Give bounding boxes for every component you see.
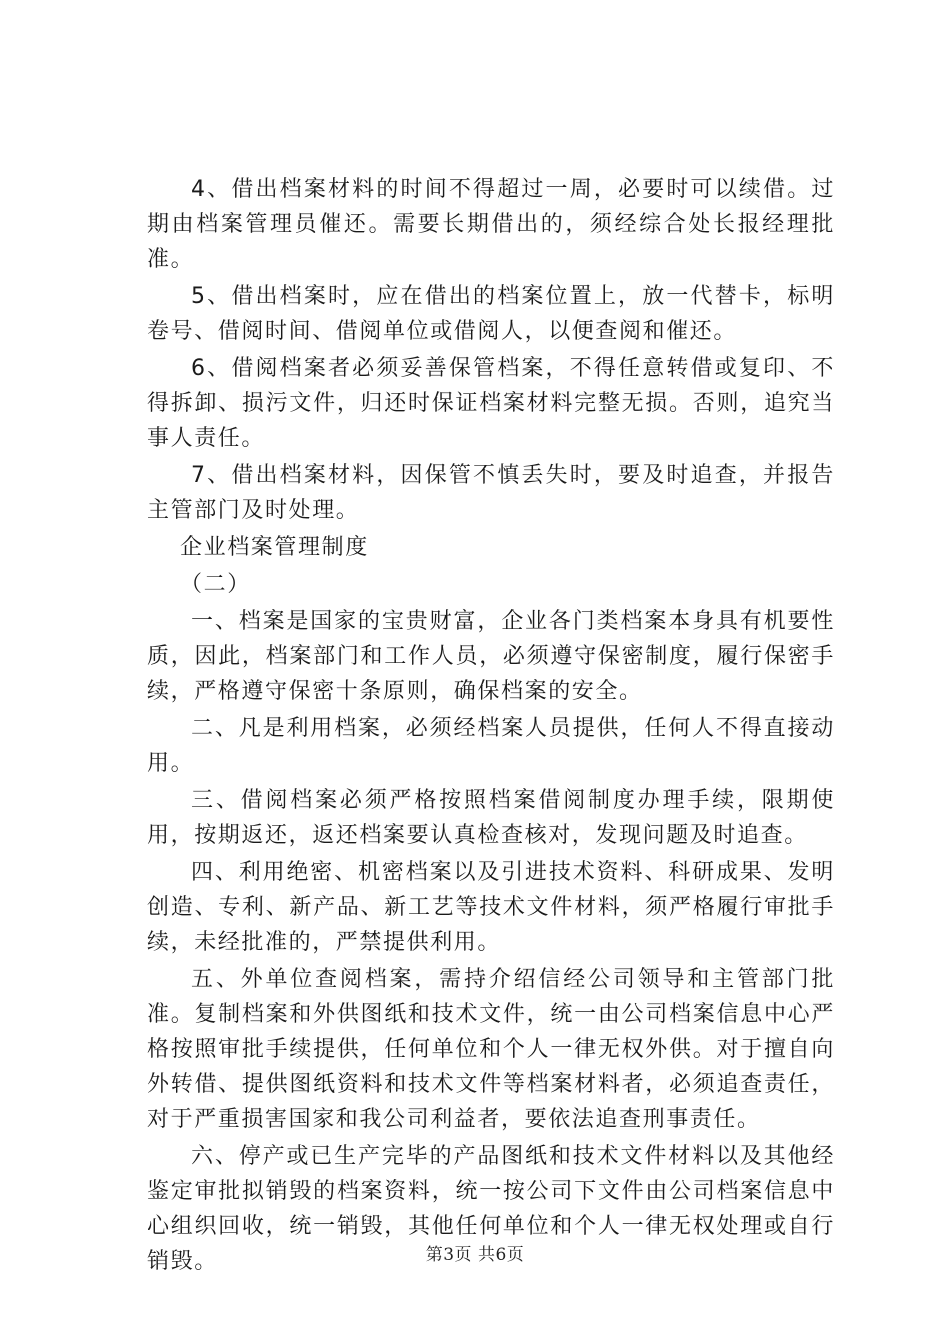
paragraph-article-3: 三、借阅档案必须严格按照档案借阅制度办理手续，限期使用，按期返还，返还档案要认真检查核对，发现问题及时追查。	[147, 788, 835, 848]
paragraph-article-1: 一、档案是国家的宝贵财富，企业各门类档案本身具有机要性质，因此，档案部门和工作人员，必须遵守保密制度，履行保密手续，严格遵守保密十条原则，确保档案的安全。	[147, 609, 835, 704]
paragraph-rule-7: 7、借出档案材料，因保管不慎丢失时，要及时追查，并报告主管部门及时处理。	[147, 463, 835, 523]
page-number-footer: 第3页 共6页	[425, 1245, 525, 1265]
paragraph-article-2: 二、凡是利用档案，必须经档案人员提供，任何人不得直接动用。	[147, 716, 835, 776]
paragraph-rule-5: 5、借出档案时，应在借出的档案位置上，放一代替卡，标明卷号、借阅时间、借阅单位或借阅人，以便查阅和催还。	[147, 284, 835, 344]
paragraph-article-4: 四、利用绝密、机密档案以及引进技术资料、科研成果、发明创造、专利、新产品、新工艺等技术文件材料，须严格履行审批手续，未经批准的，严禁提供利用。	[147, 860, 835, 955]
paragraph-article-5: 五、外单位查阅档案，需持介绍信经公司领导和主管部门批准。复制档案和外供图纸和技术文件，统一由公司档案信息中心严格按照审批手续提供，任何单位和个人一律无权外供。对于擅自向外转借、提供图纸资料和技术文件等档案材料者，必须追查责任，对于严重损害国家和我公司利益者，要依法追查刑事责任。	[147, 967, 835, 1132]
document-body	[147, 172, 835, 1281]
paragraph-rule-4: 4、借出档案材料的时间不得超过一周，必要时可以续借。过期由档案管理员催还。需要长期借出的，须经综合处长报经理批准。	[147, 177, 835, 272]
section-subtitle: （二）	[180, 572, 251, 597]
section-title: 企业档案管理制度	[180, 535, 369, 560]
paragraph-rule-6: 6、借阅档案者必须妥善保管档案，不得任意转借或复印、不得拆卸、损污文件，归还时保证档案材料完整无损。否则，追究当事人责任。	[147, 356, 835, 451]
paragraph-article-6: 六、停产或已生产完毕的产品图纸和技术文件材料以及其他经鉴定审批拟销毁的档案资料，统一按公司下文件由公司档案信息中心组织回收，统一销毁，其他任何单位和个人一律无权处理或自行销毁。	[147, 1144, 835, 1274]
